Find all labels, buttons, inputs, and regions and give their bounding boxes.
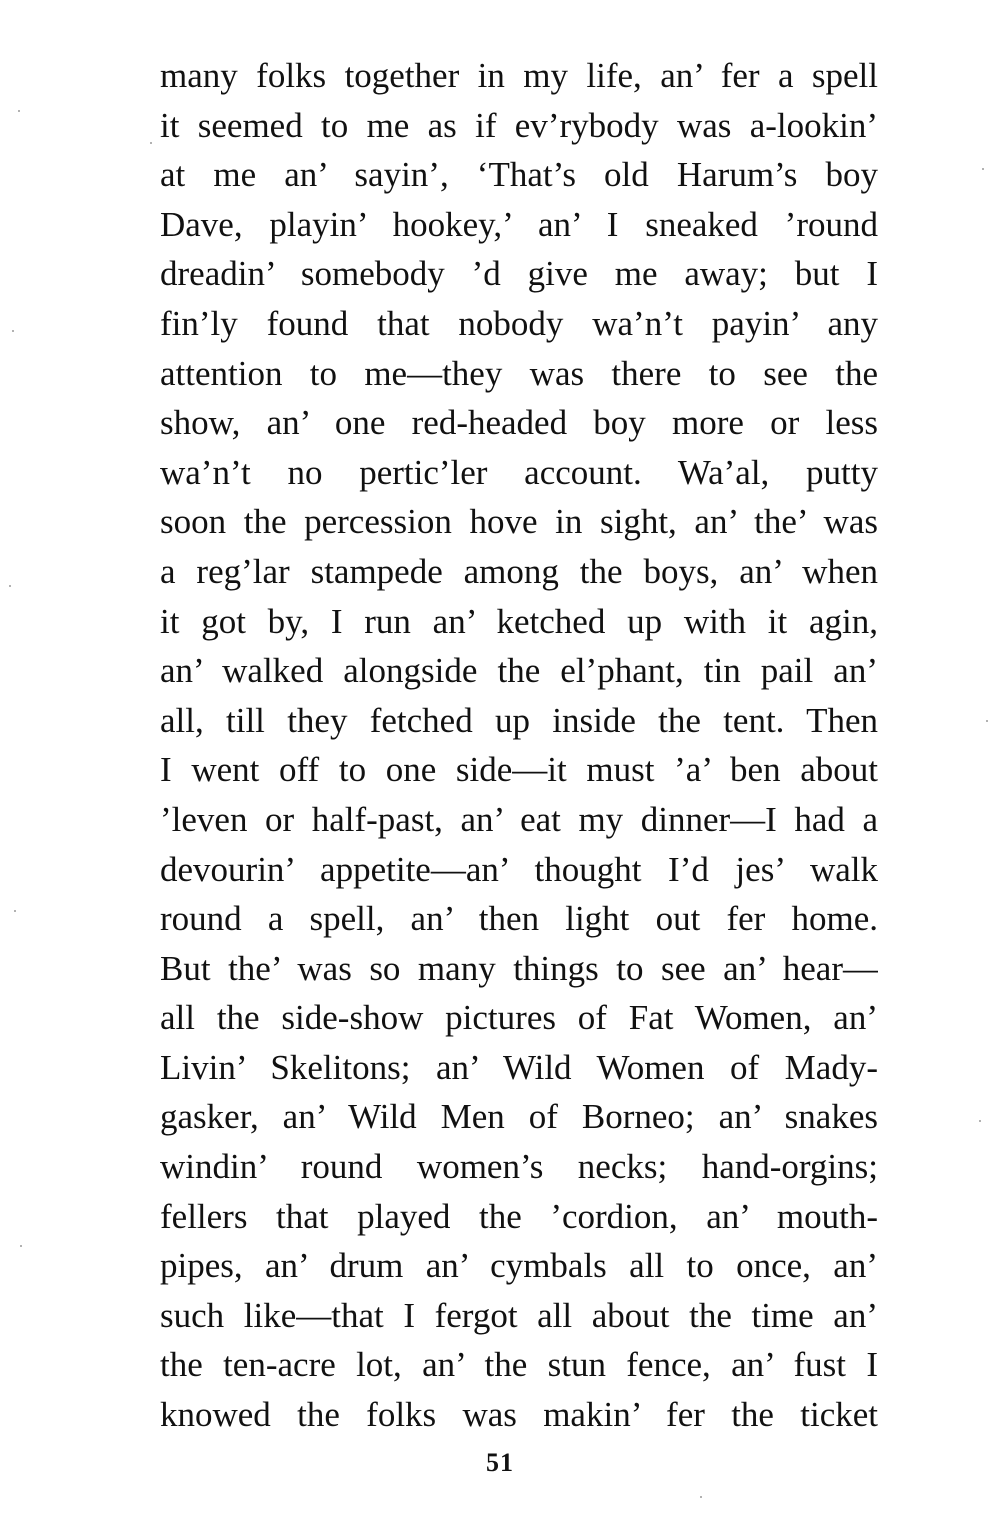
text-line: a reg’lar stampede among the boys, an’ when: [160, 551, 878, 591]
text-line: soon the percession hove in sight, an’ the’ was: [160, 502, 878, 542]
text-line: such like—that I fergot all about the time an’: [160, 1295, 878, 1335]
text-line: it seemed to me as if ev’rybody was a-lookin’: [160, 105, 878, 145]
text-line: windin’ round women’s necks; hand-orgins;: [160, 1147, 878, 1187]
text-line: dreadin’ somebody ’d give me away; but I: [160, 254, 878, 294]
text-line: all the side-show pictures of Fat Women, an’: [160, 998, 878, 1038]
text-line: pipes, an’ drum an’ cymbals all to once, an’: [160, 1246, 878, 1286]
text-line: the ten-acre lot, an’ the stun fence, an’ fust I: [160, 1345, 878, 1385]
text-line: I went off to one side—it must ’a’ ben about: [160, 750, 878, 790]
text-line: Livin’ Skelitons; an’ Wild Women of Mady-: [160, 1047, 878, 1087]
body-text: [160, 51, 878, 1440]
paper-speck: [18, 110, 20, 112]
paper-speck: [982, 168, 984, 170]
text-line: gasker, an’ Wild Men of Borneo; an’ snakes: [160, 1097, 878, 1137]
text-line: an’ walked alongside the el’phant, tin pail an’: [160, 651, 878, 691]
text-line: ’leven or half-past, an’ eat my dinner—I had a: [160, 799, 878, 839]
paper-speck: [979, 1120, 981, 1122]
paper-speck: [9, 585, 11, 587]
text-line: attention to me—they was there to see the: [160, 353, 878, 393]
text-line: fin’ly found that nobody wa’n’t payin’ any: [160, 303, 878, 343]
text-line: fellers that played the ’cordion, an’ mouth-: [160, 1196, 878, 1236]
text-line: devourin’ appetite—an’ thought I’d jes’ walk: [160, 849, 878, 889]
paper-speck: [986, 720, 988, 722]
text-line: round a spell, an’ then light out fer home.: [160, 899, 878, 939]
paper-speck: [150, 142, 152, 144]
text-line: But the’ was so many things to see an’ hear—: [160, 948, 878, 988]
paper-speck: [700, 1496, 702, 1498]
paper-speck: [20, 1245, 22, 1247]
text-line: knowed the folks was makin’ fer the ticket: [160, 1395, 878, 1435]
page-number: 51: [486, 1448, 514, 1477]
text-line: many folks together in my life, an’ fer a spell: [160, 56, 878, 95]
text-line: it got by, I run an’ ketched up with it agin,: [160, 601, 878, 641]
text-line: at me an’ sayin’, ‘That’s old Harum’s boy: [160, 155, 878, 195]
text-line: all, till they fetched up inside the tent. Then: [160, 700, 878, 740]
paper-speck: [12, 330, 14, 332]
text-line: Dave, playin’ hookey,’ an’ I sneaked ’round: [160, 204, 878, 244]
text-line: wa’n’t no pertic’ler account. Wa’al, putty: [160, 452, 878, 492]
text-line: show, an’ one red-headed boy more or less: [160, 403, 878, 443]
paper-speck: [14, 910, 16, 912]
